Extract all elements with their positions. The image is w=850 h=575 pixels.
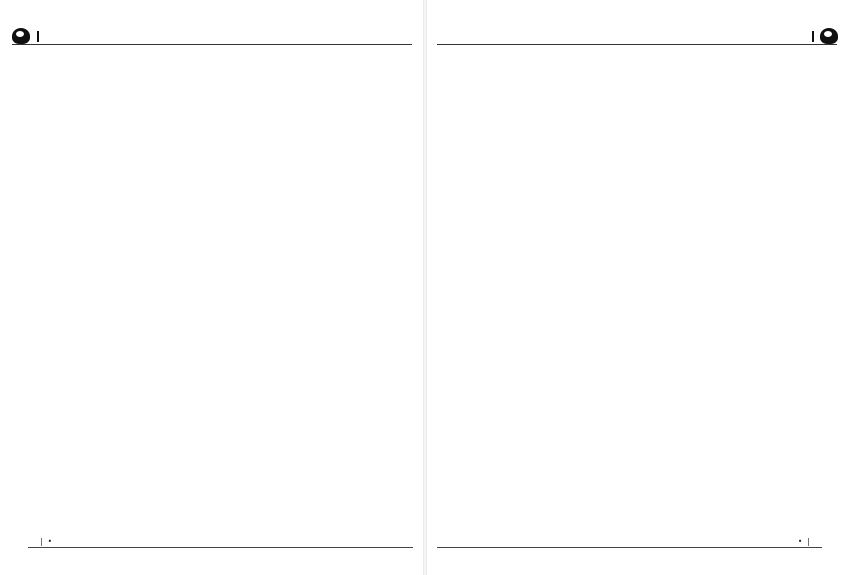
header-rule	[12, 44, 412, 45]
header-divider	[812, 31, 814, 42]
footer-left: | •	[38, 537, 55, 546]
footer-right: • |	[795, 537, 812, 546]
header-rule	[437, 44, 837, 45]
right-page	[425, 0, 850, 575]
magazine-logo-icon	[12, 28, 30, 44]
header-right	[805, 28, 838, 44]
footer-rule	[28, 547, 413, 548]
magazine-logo-icon	[820, 28, 838, 44]
header-left	[12, 28, 42, 44]
header-divider	[37, 31, 39, 42]
footer-rule	[437, 547, 822, 548]
